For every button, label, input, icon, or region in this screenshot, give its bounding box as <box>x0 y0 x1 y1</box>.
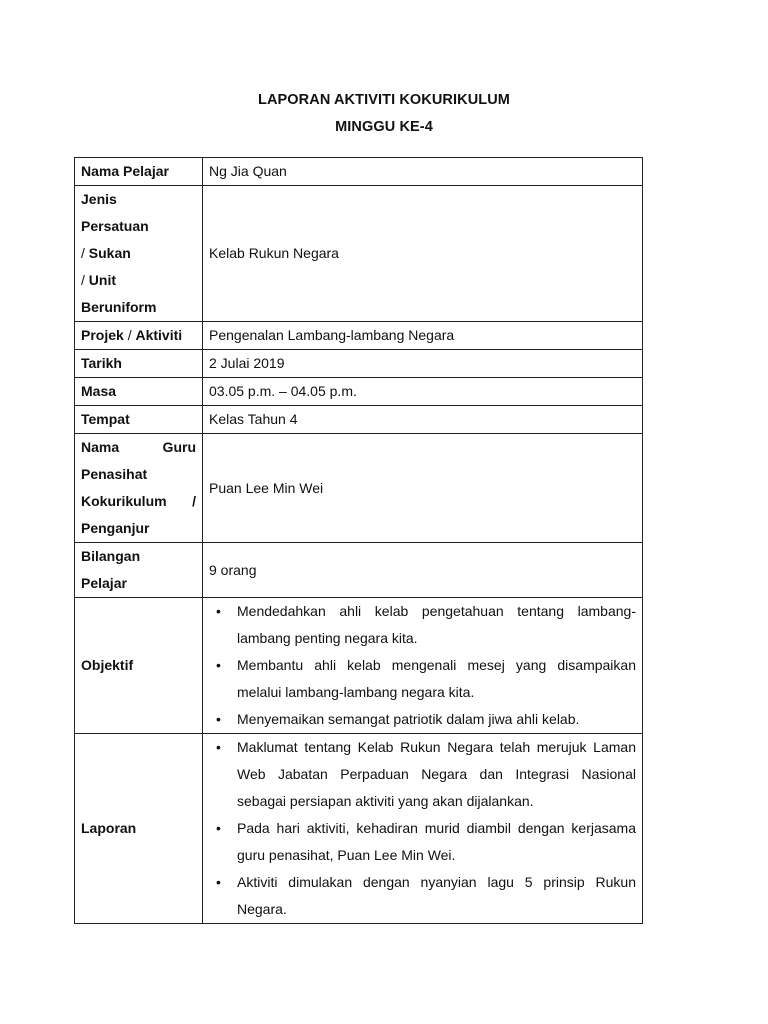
value-tempat: Kelas Tahun 4 <box>203 406 643 434</box>
label-tarikh: Tarikh <box>75 350 203 378</box>
list-item: • Membantu ahli kelab mengenali mesej yang disampaikan melalui lambang-lambang negara kita. <box>209 652 636 706</box>
label-bilangan <box>75 543 203 598</box>
value-bilangan: 9 orang <box>203 543 643 598</box>
label-projek-b: Aktiviti <box>135 327 183 343</box>
label-line: Bilangan <box>81 548 141 564</box>
report-title: LAPORAN AKTIVITI KOKURIKULUM <box>258 92 510 108</box>
label-line: Nama Guru <box>81 439 196 455</box>
label-line-text: Sukan <box>88 245 131 261</box>
table-row-projek <box>75 322 643 350</box>
label-line: Kokurikulum / <box>81 493 196 509</box>
value-laporan <box>203 734 643 924</box>
label-line: Penasihat <box>81 466 148 482</box>
table-row-nama-pelajar <box>75 158 643 186</box>
table-row-tarikh <box>75 350 643 378</box>
list-item: • Pada hari aktiviti, kehadiran murid diambil dengan kerjasama guru penasihat, Puan Lee Min Wei. <box>209 815 636 869</box>
label-guru <box>75 434 203 543</box>
value-masa: 03.05 p.m. – 04.05 p.m. <box>203 378 643 406</box>
laporan-list <box>209 734 636 923</box>
value-jenis: Kelab Rukun Negara <box>203 186 643 322</box>
objektif-list <box>209 598 636 733</box>
label-tempat: Tempat <box>75 406 203 434</box>
label-line: / Unit <box>81 272 116 288</box>
label-line: Persatuan <box>81 218 149 234</box>
label-objektif: Objektif <box>75 598 203 734</box>
label-projek <box>75 322 203 350</box>
list-item: • Maklumat tentang Kelab Rukun Negara telah merujuk Laman Web Jabatan Perpaduan Negara dan Integrasi Nasional sebagai persiapan aktiviti yang akan dijalankan. <box>209 734 636 815</box>
label-projek-sep: / <box>123 327 136 343</box>
label-line: Beruniform <box>81 299 157 315</box>
report-week: MINGGU KE-4 <box>335 119 433 135</box>
value-guru: Puan Lee Min Wei <box>203 434 643 543</box>
report-table <box>74 157 643 924</box>
list-item: • Mendedahkan ahli kelab pengetahuan tentang lambang-lambang penting negara kita. <box>209 598 636 652</box>
table-row-guru <box>75 434 643 543</box>
table-row-bilangan <box>75 543 643 598</box>
value-tarikh: 2 Julai 2019 <box>203 350 643 378</box>
label-nama-pelajar: Nama Pelajar <box>75 158 203 186</box>
value-objektif <box>203 598 643 734</box>
table-row-masa <box>75 378 643 406</box>
label-jenis <box>75 186 203 322</box>
label-line: Jenis <box>81 191 117 207</box>
label-masa: Masa <box>75 378 203 406</box>
label-laporan: Laporan <box>75 734 203 924</box>
list-item: • Aktiviti dimulakan dengan nyanyian lagu 5 prinsip Rukun Negara. <box>209 869 636 923</box>
label-line-text: Unit <box>88 272 116 288</box>
table-row-objektif <box>75 598 643 734</box>
label-line: Pelajar <box>81 575 127 591</box>
list-item: • Menyemaikan semangat patriotik dalam jiwa ahli kelab. <box>209 706 636 733</box>
table-row-tempat <box>75 406 643 434</box>
label-projek-a: Projek <box>81 327 124 343</box>
table-row-laporan <box>75 734 643 924</box>
value-projek: Pengenalan Lambang-lambang Negara <box>203 322 643 350</box>
table-row-jenis <box>75 186 643 322</box>
value-nama-pelajar: Ng Jia Quan <box>203 158 643 186</box>
label-line: / Sukan <box>81 245 131 261</box>
label-line: Penganjur <box>81 520 150 536</box>
